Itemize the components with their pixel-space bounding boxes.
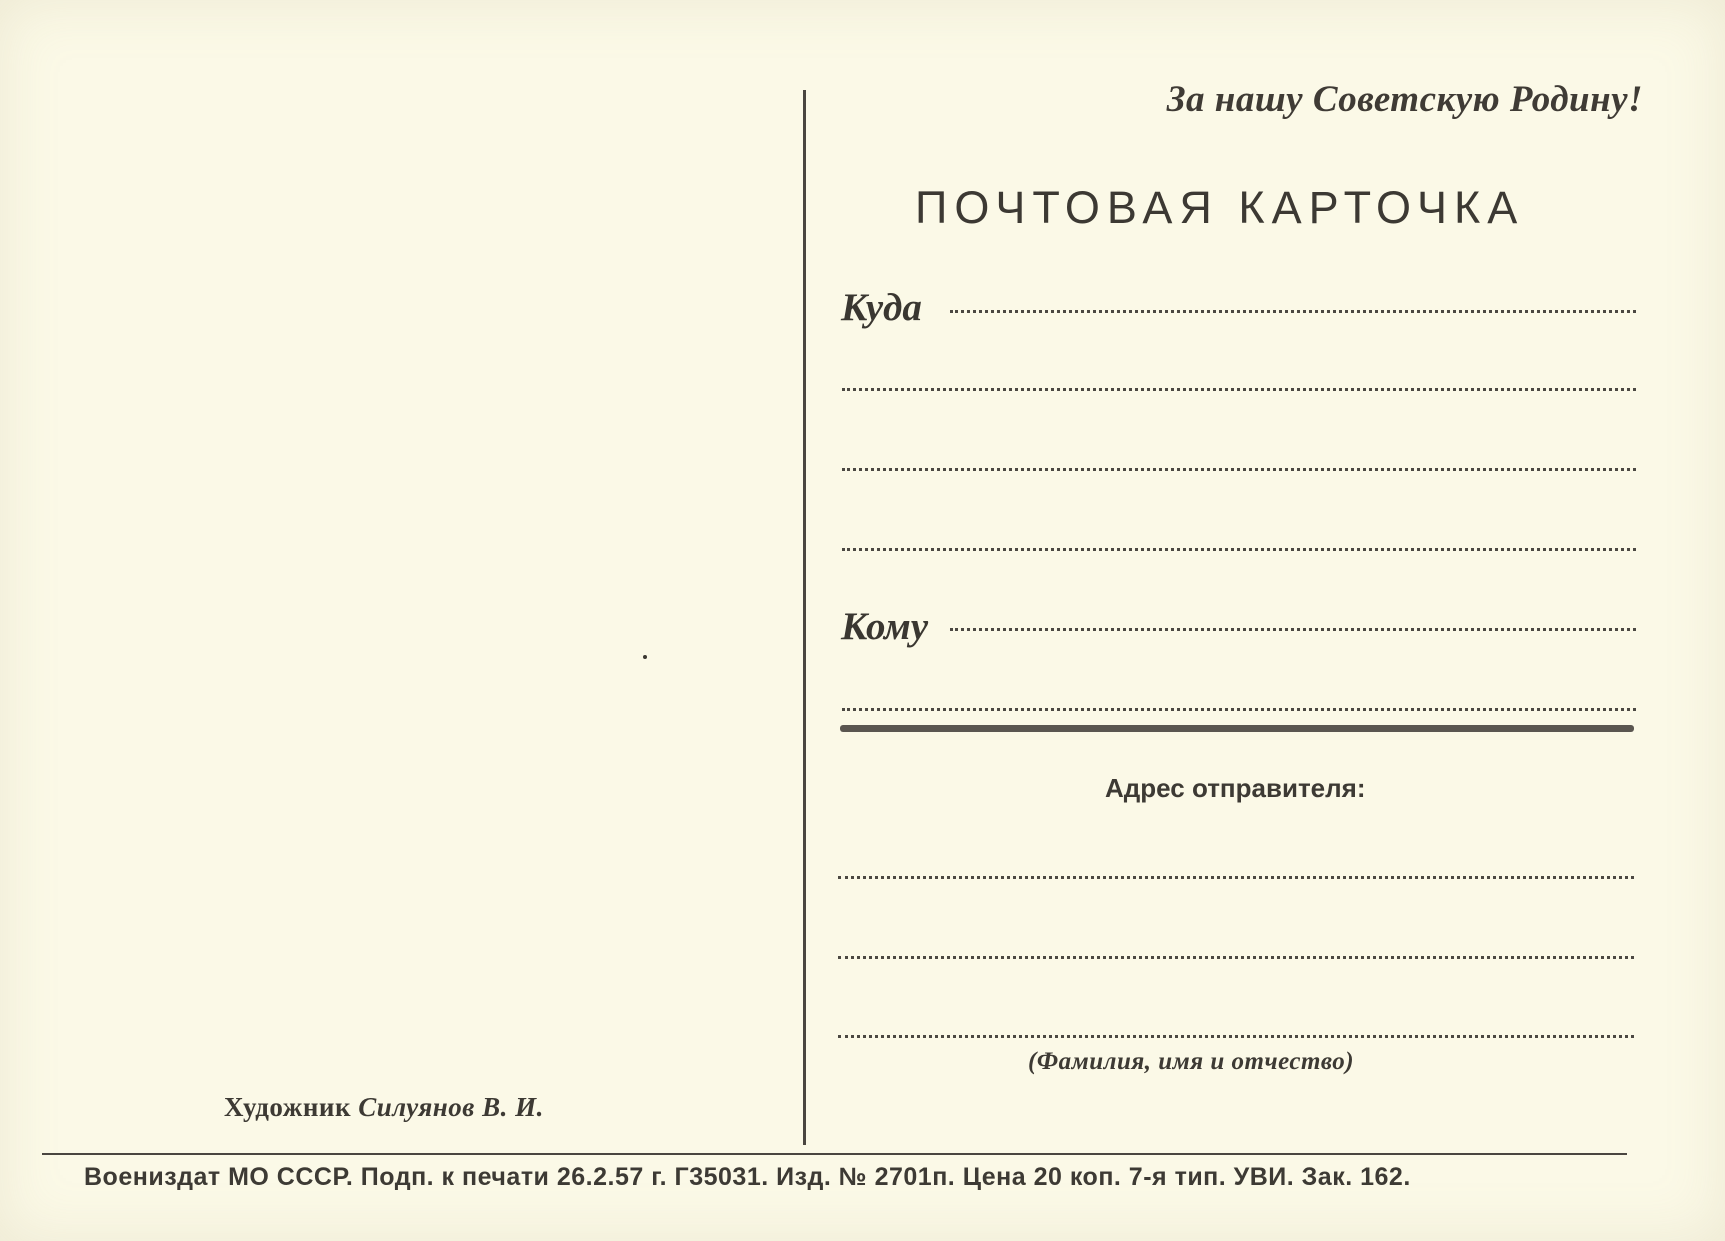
- publisher-imprint: Воениздат МО СССР. Подп. к печати 26.2.57 г. Г35031. Изд. № 2701п. Цена 20 коп. 7-я тип. УВИ. Зак. 162.: [84, 1163, 1411, 1191]
- artist-prefix: Художник: [224, 1092, 352, 1122]
- sender-name-hint: (Фамилия, имя и отчество): [1028, 1048, 1355, 1075]
- sender-line-3[interactable]: [838, 1035, 1634, 1038]
- to-whom-line-1[interactable]: [950, 628, 1636, 631]
- to-whom-line-2[interactable]: [842, 708, 1636, 711]
- where-line-1[interactable]: [950, 310, 1636, 313]
- sender-line-2[interactable]: [838, 956, 1634, 959]
- sender-line-1[interactable]: [838, 876, 1634, 879]
- sender-address-label: Адрес отправителя:: [1105, 773, 1366, 803]
- to-whom-label: Кому: [841, 605, 929, 648]
- slogan: За нашу Советскую Родину!: [1166, 79, 1643, 120]
- postcard-title: ПОЧТОВАЯ КАРТОЧКА: [915, 182, 1525, 233]
- where-line-3[interactable]: [842, 468, 1636, 471]
- vertical-divider: [803, 90, 806, 1145]
- bottom-rule: [42, 1153, 1627, 1155]
- artist-name: Силуянов В. И.: [358, 1092, 544, 1122]
- address-separator: [840, 725, 1634, 732]
- where-line-2[interactable]: [842, 388, 1636, 391]
- where-line-4[interactable]: [842, 548, 1636, 551]
- where-label: Куда: [841, 286, 922, 329]
- print-speck: [643, 655, 647, 659]
- artist-credit: [224, 1092, 544, 1123]
